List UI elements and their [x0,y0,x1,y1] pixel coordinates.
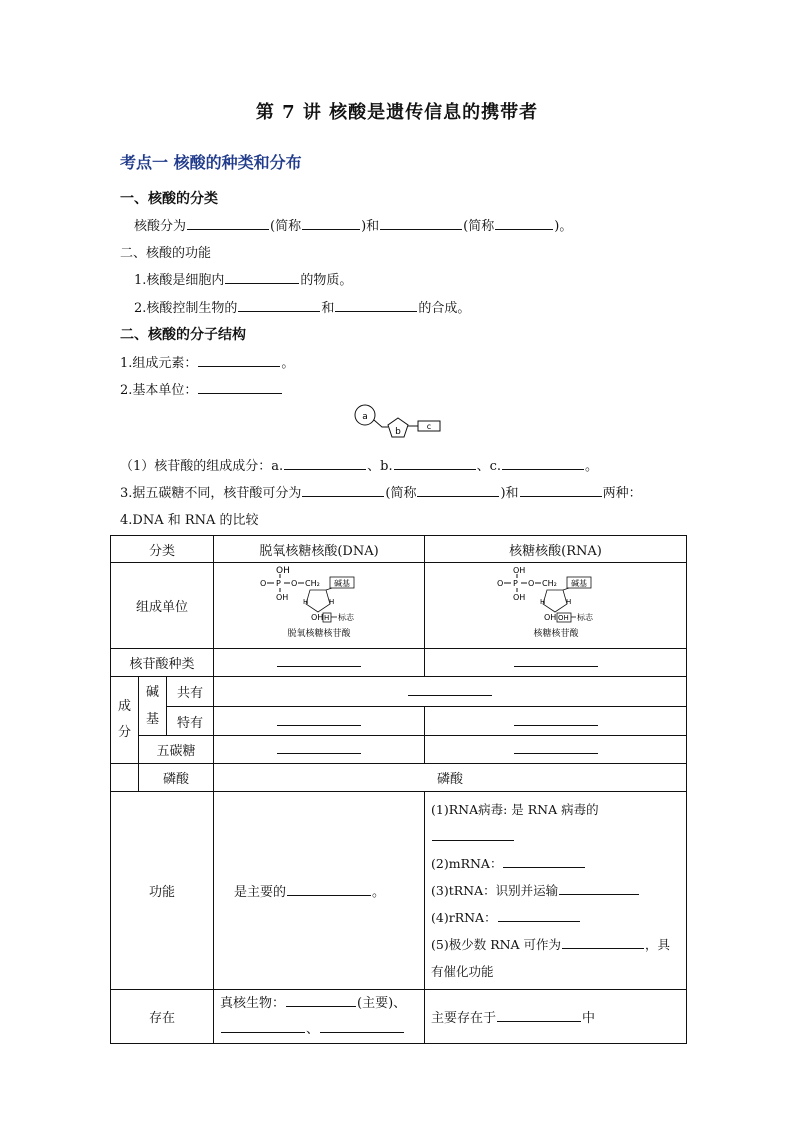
rna-function-3 [431,877,680,904]
blank-function-3[interactable] [335,298,417,312]
blank-elements[interactable] [198,353,280,367]
composition-char-1: 成 [117,699,131,714]
rna-bond-sugar-base [563,588,569,590]
sugar-abbr: (简称 [385,486,417,501]
composition-b: 、b. [367,459,393,474]
base-char-1: 碱 [145,685,159,700]
rna-o-right: O [527,578,534,588]
dna-exist-sep: 、 [306,1021,320,1037]
blank-rna-function-4[interactable] [498,909,580,922]
compare-heading: 4.DNA 和 RNA 的比较 [120,513,259,528]
rna-types-cell [425,649,687,677]
row-function-label: 功能 [111,792,214,990]
rna-exist-cell [425,990,687,1044]
dna-p: P [276,578,281,588]
dna-h2: H [329,597,335,606]
composition-line [120,455,598,474]
rna-function-5-tail: 有催化功能 [431,964,494,979]
page-title: 第 7 讲 核酸是遗传信息的携带者 [255,102,539,123]
blank-dna-specific[interactable] [277,713,361,726]
dna-h1: H [303,597,309,606]
shared-label: 共有 [167,677,214,707]
dna-structure-cell [214,563,425,649]
blank-rna-function-2[interactable] [503,855,585,868]
row-exist-label: 存在 [111,990,214,1044]
classification-line [134,215,572,234]
pentose-label: 五碳糖 [139,736,214,764]
composition-empty-cell [111,764,139,792]
bond-a-b [374,420,388,427]
rna-function-5 [431,931,680,958]
elements-pre: 1.组成元素： [120,356,198,371]
rna-o-left: O [496,578,503,588]
rna-function-4-text: (4)rRNA： [431,910,497,925]
rna-ch2: CH₂ [541,578,557,588]
composition-end: 。 [585,459,599,474]
row-unit-label: 组成单位 [111,563,214,649]
section-classification-heading: 一、核酸的分类 [120,191,218,207]
rna-oh-top: OH [512,565,525,575]
classification-pre: 核酸分为 [134,219,187,234]
blank-rna-function-5[interactable] [562,936,644,949]
dna-exist-pre: 真核生物： [220,995,286,1011]
shared-bases-cell [214,677,687,707]
phosphate-value: 磷酸 [214,764,687,792]
sugar-and: )和 [500,486,519,501]
rna-function-1-text: (1)RNA病毒: 是 RNA 病毒的 [431,802,599,817]
blank-unit[interactable] [198,380,282,394]
rna-oh-mark: OH [557,613,569,622]
section-function-heading: 二、核酸的功能 [120,246,212,261]
classification-end: )。 [554,219,573,234]
nucleotide-diagram [350,403,446,443]
blank-abbr-2[interactable] [495,216,553,230]
header-dna: 脱氧核糖核酸(DNA) [214,536,425,563]
label-c: c [426,422,432,431]
rna-exist-pre: 主要存在于 [431,1011,497,1026]
abbr-open-2: (简称 [463,219,495,234]
dna-ch2: CH₂ [305,578,320,588]
phosphate-label: 磷酸 [139,764,214,792]
blank-comp-b[interactable] [394,456,476,470]
dna-exist-line-1 [220,991,424,1017]
function-item-2 [134,297,470,316]
rna-function-4 [431,904,680,931]
dna-exist-line-2 [220,1017,424,1043]
dna-function-pre: 是主要的 [234,885,287,900]
rna-structure-cell [425,563,687,649]
blank-dna-exist-1[interactable] [286,993,356,1007]
row-types-label: 核苷酸种类 [111,649,214,677]
rna-oh-sugar: OH [543,612,556,622]
topic-heading: 考点一 核酸的种类和分布 [120,153,302,172]
dna-sugar-ring [306,590,330,612]
blank-dna-exist-3[interactable] [320,1019,404,1033]
rna-sugar-ring [543,590,567,612]
base-char-2: 基 [145,712,159,727]
blank-sugar-3[interactable] [520,483,602,497]
rna-pentose-cell [425,736,687,764]
blank-dna-function[interactable] [287,882,371,896]
dna-oh-sugar: OH [311,612,324,622]
rna-function-1 [431,796,680,850]
blank-dna-pentose[interactable] [277,741,361,754]
blank-abbr-1[interactable] [302,216,360,230]
label-b: b [395,427,401,437]
rna-oh-bottom: OH [512,592,525,602]
elements-line [120,352,294,371]
blank-comp-c[interactable] [502,456,584,470]
label-a: a [362,412,368,422]
specific-label: 特有 [167,707,214,736]
blank-dna-types[interactable] [277,654,361,667]
blank-shared-bases[interactable] [408,683,492,696]
rna-function-2 [431,850,680,877]
function-item-1-post: 的物质。 [300,273,353,288]
dna-pentose-cell [214,736,425,764]
dna-caption: 脱氧核糖核苷酸 [287,628,351,639]
dna-function-cell [214,792,425,990]
dna-o-right: O [291,578,298,588]
unit-pre: 2.基本单位： [120,383,198,398]
function-item-2-post: 的合成。 [418,301,471,316]
blank-dna-exist-2[interactable] [221,1019,305,1033]
dna-h-mark: H [324,613,330,622]
blank-comp-a[interactable] [284,456,366,470]
dna-function-post: 。 [372,885,386,900]
header-rna: 核糖核酸(RNA) [425,536,687,563]
blank-nucleic-1[interactable] [187,216,269,230]
unit-line [120,379,283,398]
sugar-pre: 3.据五碳糖不同，核苷酸可分为 [120,486,302,501]
blank-rna-specific[interactable] [514,713,598,726]
section-structure-heading: 二、核酸的分子结构 [120,327,246,343]
rna-exist-post: 中 [582,1011,596,1026]
dna-base-label: 碱基 [334,578,351,588]
rna-specific-cell [425,707,687,736]
dna-rna-table [110,535,687,1044]
blank-rna-types[interactable] [514,654,598,667]
dna-specific-cell [214,707,425,736]
function-item-2-pre: 2.核酸控制生物的 [134,301,238,316]
rna-h2: H [565,597,571,606]
composition-char-2: 分 [117,725,131,740]
rna-function-5-pre: (5)极少数 RNA 可作为 [431,937,562,952]
composition-label [111,677,139,764]
dna-oh-top: OH [276,565,290,576]
function-item-2-mid: 和 [321,301,335,316]
dna-oh-bottom: OH [276,592,289,602]
rna-function-cell [425,792,687,990]
rna-base-label: 碱基 [570,578,587,588]
elements-post: 。 [281,356,295,371]
blank-function-1[interactable] [225,270,299,284]
base-label [139,677,167,736]
rna-mark-label: 标志 [576,612,593,622]
blank-sugar-1[interactable] [302,483,384,497]
dna-bond-sugar-base [326,588,332,590]
abbr-open-1: (简称 [270,219,302,234]
blank-sugar-2[interactable] [417,483,499,497]
blank-function-2[interactable] [238,298,320,312]
blank-rna-exist[interactable] [497,1008,581,1022]
composition-c: 、c. [476,459,502,474]
dna-exist-cell [214,990,425,1044]
blank-nucleic-2[interactable] [380,216,462,230]
dna-types-cell [214,649,425,677]
blank-rna-pentose[interactable] [514,741,598,754]
dna-mark-label: 标志 [338,612,355,622]
abbr-close-1: )和 [361,219,380,234]
rna-nucleotide-structure [491,564,621,644]
rna-h1: H [539,597,545,606]
header-category: 分类 [111,536,214,563]
dna-o-left: O [260,578,267,588]
blank-rna-function-1[interactable] [432,828,514,841]
rna-caption: 核糖核苷酸 [533,628,579,639]
rna-function-5-post: ，具 [645,937,671,952]
function-item-1-pre: 1.核酸是细胞内 [134,273,225,288]
rna-p: P [512,578,518,588]
function-item-1 [134,269,352,288]
rna-function-2-text: (2)mRNA： [431,856,503,871]
dna-nucleotide-structure [254,564,384,644]
sugar-end: 两种： [602,486,642,501]
blank-rna-function-3[interactable] [559,882,639,895]
dna-exist-main: (主要)、 [357,995,407,1011]
composition-pre: （1）核苷酸的组成成分：a. [120,459,284,474]
sugar-line [120,482,642,501]
rna-function-3-text: (3)tRNA：识别并运输 [431,883,559,898]
